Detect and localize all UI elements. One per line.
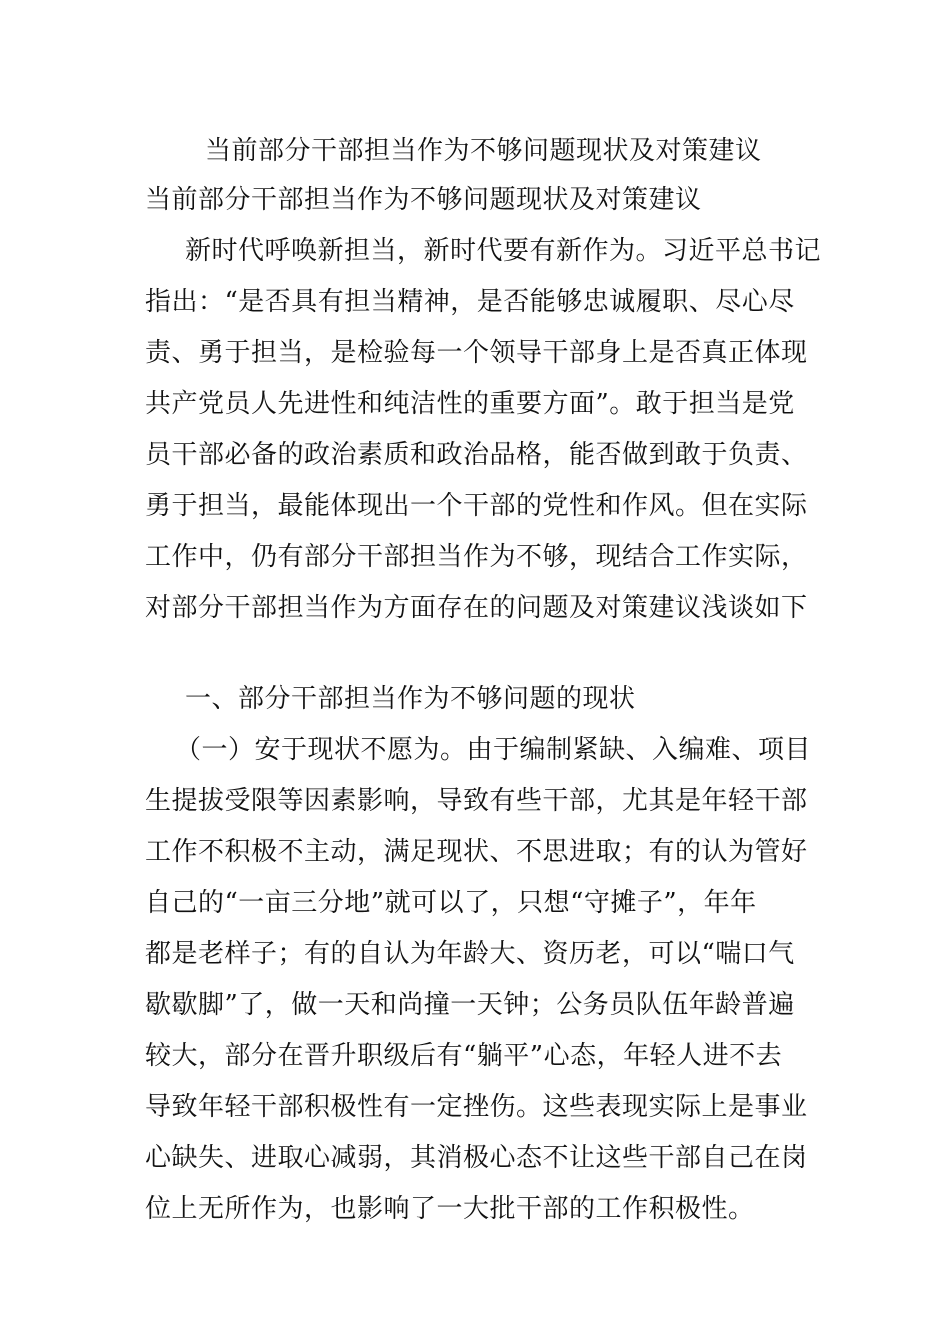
intro-line: 对部分干部担当作为方面存在的问题及对策建议浅谈如下 [145,593,808,623]
section-line: （一）安于现状不愿为。由于编制紧缺、入编难、项目 [175,735,812,765]
intro-line: 指出：“是否具有担当精神，是否能够忠诚履职、尽心尽 [145,287,795,317]
section-line: 歇歇脚”了，做一天和尚撞一天钟；公务员队伍年龄普遍 [145,990,795,1020]
section-line: 都是老样子；有的自认为年龄大、资历老，可以“喘口气 [145,939,795,969]
intro-line: 勇于担当，最能体现出一个干部的党性和作风。但在实际 [145,491,808,521]
intro-line: 责、勇于担当，是检验每一个领导干部身上是否真正体现 [145,338,808,368]
intro-line: 新时代呼唤新担当，新时代要有新作为。习近平总书记 [185,236,822,266]
document-title: 当前部分干部担当作为不够问题现状及对策建议 [205,136,762,166]
intro-line: 员干部必备的政治素质和政治品格，能否做到敢于负责、 [145,440,808,470]
section-line: 较大，部分在晋升职级后有“躺平”心态，年轻人进不去 [145,1041,783,1071]
section-line: 工作不积极不主动，满足现状、不思进取；有的认为管好 [145,837,808,867]
intro-line: 共产党员人先进性和纯洁性的重要方面”。敢于担当是党 [145,389,795,419]
section-line: 生提拔受限等因素影响，导致有些干部，尤其是年轻干部 [145,786,808,816]
document-subtitle: 当前部分干部担当作为不够问题现状及对策建议 [145,185,702,215]
section-line: 自己的“一亩三分地”就可以了，只想“守摊子”，年年 [145,888,757,918]
section-line: 位上无所作为，也影响了一大批干部的工作积极性。 [145,1194,755,1224]
section-heading: 一、部分干部担当作为不够问题的现状 [185,684,636,714]
section-line: 心缺失、进取心减弱，其消极心态不让这些干部自己在岗 [145,1143,808,1173]
section-line: 导致年轻干部积极性有一定挫伤。这些表现实际上是事业 [145,1092,808,1122]
intro-line: 工作中，仍有部分干部担当作为不够，现结合工作实际， [145,542,808,572]
